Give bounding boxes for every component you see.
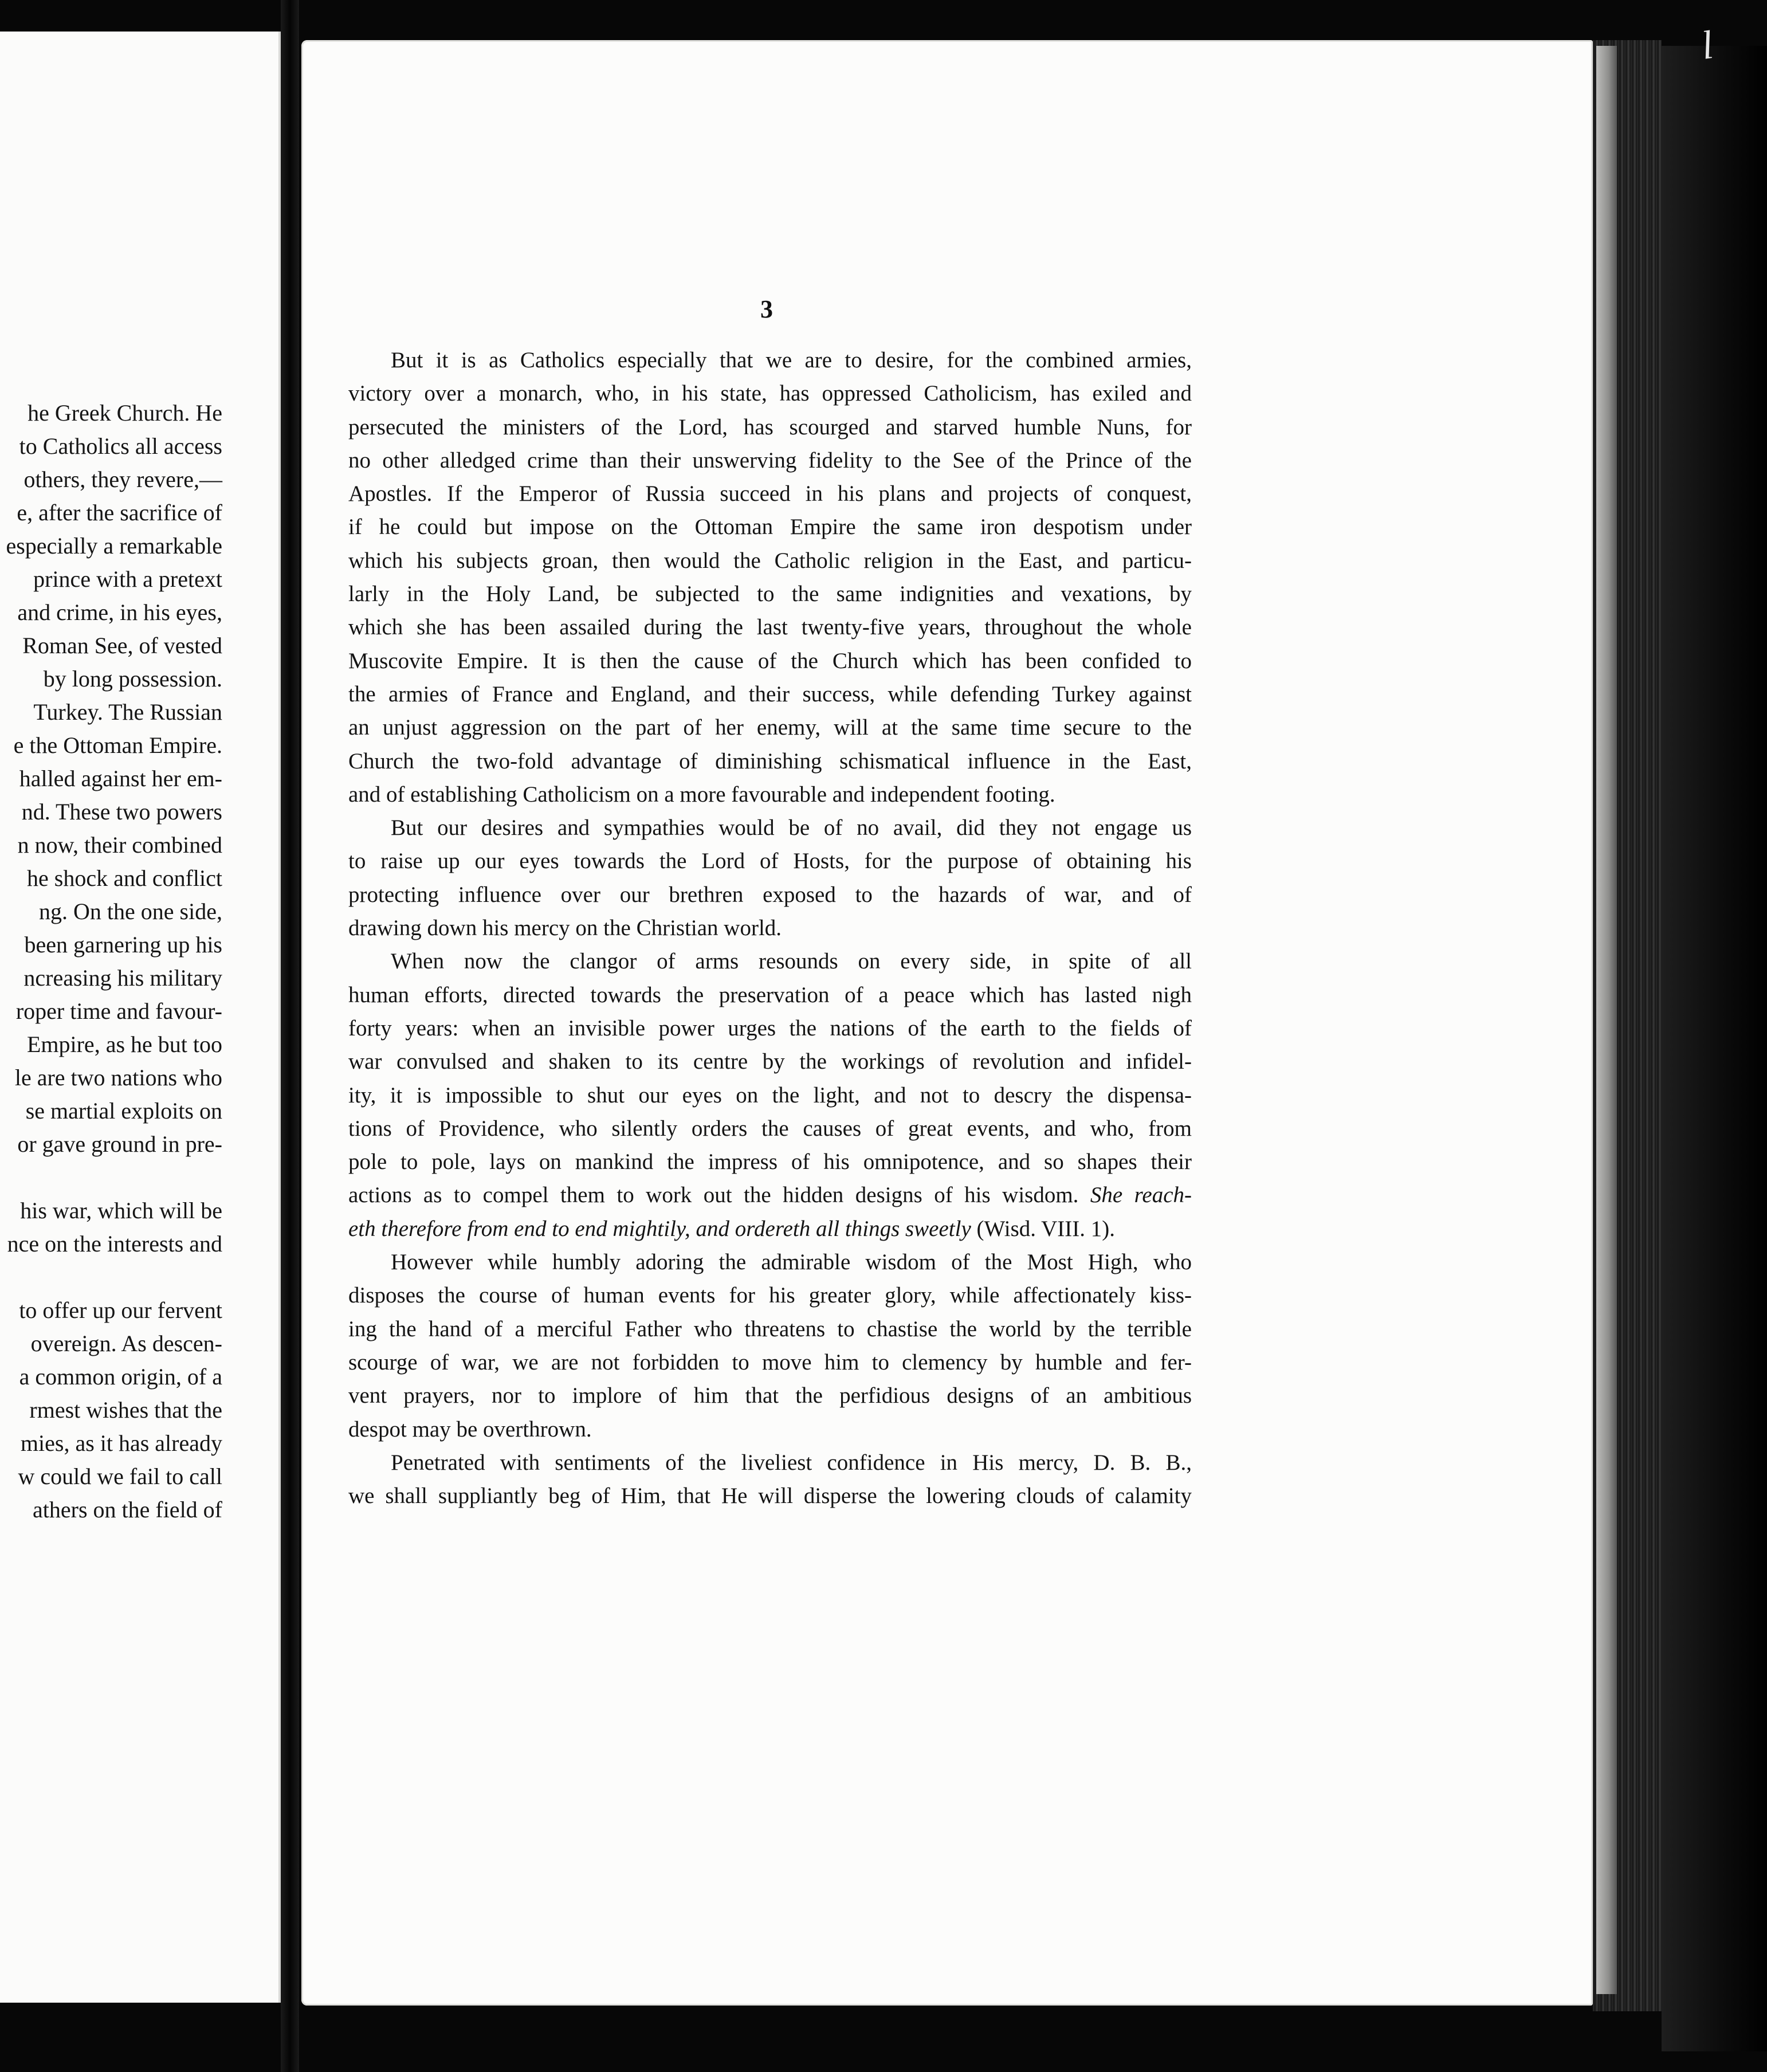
text-line: drawing down his mercy on the Christian world. <box>348 916 782 941</box>
left-line: been garnering up his <box>24 932 222 957</box>
left-line-gap <box>0 1261 222 1294</box>
left-line: nce on the interests and <box>7 1231 222 1257</box>
text-line: war convulsed and shaken to its centre by the workings of revolution and infidel- <box>348 1049 1192 1074</box>
text-line: scourge of war, we are not forbidden to move him to clemency by humble and fer- <box>348 1349 1192 1375</box>
text-line: pole to pole, lays on mankind the impress of his omnipotence, and so shapes their <box>348 1149 1192 1175</box>
page-edge-highlight <box>1596 46 1617 1994</box>
left-line: e the Ottoman Empire. <box>13 732 222 758</box>
left-line: ncreasing his military <box>23 965 222 991</box>
text-line: But it is as Catholics especially that we are to desire, for the combined armies, <box>391 348 1192 372</box>
text-line: to raise up our eyes towards the Lord of Hosts, for the purpose of obtaining his <box>348 849 1192 874</box>
left-line: by long possession. <box>43 666 222 692</box>
book-gutter <box>281 0 299 2072</box>
text-line: But our desires and sympathies would be of no avail, did they not engage us <box>391 815 1192 841</box>
left-line: n now, their combined <box>17 832 222 858</box>
book-cover-edge <box>1662 46 1767 2051</box>
text-line: no other alledged crime than their unswerving fidelity to the See of the Prince of the <box>348 448 1192 473</box>
text-line: Church the two-fold advantage of diminishing schismatical influence in the East, <box>348 748 1192 774</box>
left-line: rmest wishes that the <box>29 1397 222 1423</box>
left-page-text <box>0 397 222 1526</box>
left-line: especially a remarkable <box>6 533 222 559</box>
left-line: his war, which will be <box>20 1198 222 1223</box>
text-line: disposes the course of human events for his greater glory, while affectionately kiss- <box>348 1283 1192 1308</box>
text-line-with-quote <box>348 1179 1192 1212</box>
text-line: which his subjects groan, then would the Catholic religion in the East, and particu- <box>348 548 1192 573</box>
text-line-main: actions as to compel them to work out the hidden designs of his wisdom. <box>348 1183 1079 1208</box>
text-line: ity, it is impossible to shut our eyes on the light, and not to descry the dispensa- <box>348 1082 1192 1108</box>
left-line: e, after the sacrifice of <box>17 500 222 525</box>
left-line: halled against her em- <box>19 766 222 791</box>
text-line: When now the clangor of arms resounds on every side, in spite of all <box>391 949 1192 974</box>
left-line: others, they revere,— <box>23 466 222 492</box>
left-line: and crime, in his eyes, <box>17 599 222 625</box>
text-line: an unjust aggression on the part of her enemy, will at the same time secure to the <box>348 715 1192 740</box>
scripture-quote-start: She reach- <box>1090 1183 1192 1208</box>
left-line: nd. These two powers <box>21 799 222 825</box>
page-body-text <box>348 344 1192 1513</box>
text-line: human efforts, directed towards the preservation of a peace which has lasted nigh <box>348 982 1192 1007</box>
left-line: overeign. As descen- <box>30 1331 222 1356</box>
left-line: mies, as it has already <box>20 1430 222 1456</box>
text-line: forty years: when an invisible power urges the nations of the earth to the fields of <box>348 1015 1192 1041</box>
left-line: he shock and conflict <box>27 865 222 891</box>
text-line: Penetrated with sentiments of the liveliest confidence in His mercy, D. B. B., <box>391 1450 1192 1475</box>
left-line: or gave ground in pre- <box>17 1131 222 1157</box>
text-line: the armies of France and England, and their success, while defending Turkey against <box>348 681 1192 707</box>
text-line: persecuted the ministers of the Lord, has scourged and starved humble Nuns, for <box>348 414 1192 439</box>
left-line: a common origin, of a <box>19 1364 222 1390</box>
text-line: victory over a monarch, who, in his state, has oppressed Catholicism, has exiled and <box>348 381 1192 406</box>
left-line: Roman See, of vested <box>22 633 222 658</box>
scripture-quote: eth therefore from end to end mightily, and ordereth all things sweetly <box>348 1216 971 1241</box>
left-line: se martial exploits on <box>25 1098 222 1124</box>
text-line: vent prayers, nor to implore of him that the perfidious designs of an ambitious <box>348 1383 1192 1408</box>
text-line: despot may be overthrown. <box>348 1416 592 1442</box>
left-line: to Catholics all access <box>19 433 222 459</box>
left-line: prince with a pretext <box>33 566 222 592</box>
left-facing-page <box>0 32 281 2003</box>
left-line: athers on the field of <box>33 1497 222 1522</box>
left-line: ng. On the one side, <box>39 898 222 924</box>
text-line: larly in the Holy Land, be subjected to the same indignities and vexations, by <box>348 582 1192 607</box>
left-line: Empire, as he but too <box>26 1031 222 1057</box>
page-number: 3 <box>760 295 773 323</box>
text-line: Muscovite Empire. It is then the cause of the Church which has been confided to <box>348 648 1192 673</box>
text-line: tions of Providence, who silently orders the causes of great events, and who, from <box>348 1116 1192 1141</box>
left-line: Turkey. The Russian <box>33 699 222 725</box>
text-line: Apostles. If the Emperor of Russia succeed in his plans and projects of conquest, <box>348 481 1192 507</box>
scripture-quote-line <box>348 1212 1192 1246</box>
text-line: and of establishing Catholicism on a more favourable and independent footing. <box>348 782 1055 807</box>
scripture-reference: (Wisd. VIII. 1). <box>976 1216 1115 1241</box>
margin-mark: l <box>1698 23 1716 68</box>
text-line: ing the hand of a merciful Father who threatens to chastise the world by the terrible <box>348 1316 1192 1341</box>
text-line: protecting influence over our brethren exposed to the hazards of war, and of <box>348 882 1192 907</box>
text-line: if he could but impose on the Ottoman Empire the same iron despotism under <box>348 515 1192 540</box>
left-line: to offer up our fervent <box>19 1297 222 1323</box>
left-line: le are two nations who <box>14 1065 222 1090</box>
text-line: which she has been assailed during the last twenty-five years, throughout the whole <box>348 615 1192 640</box>
text-line: we shall suppliantly beg of Him, that He will disperse the lowering clouds of calamity <box>348 1484 1192 1509</box>
left-line: he Greek Church. He <box>28 400 222 426</box>
left-line: w could we fail to call <box>18 1463 222 1489</box>
left-line-gap <box>0 1161 222 1194</box>
left-line: roper time and favour- <box>15 998 222 1024</box>
text-line: However while humbly adoring the admirable wisdom of the Most High, who <box>391 1250 1192 1275</box>
